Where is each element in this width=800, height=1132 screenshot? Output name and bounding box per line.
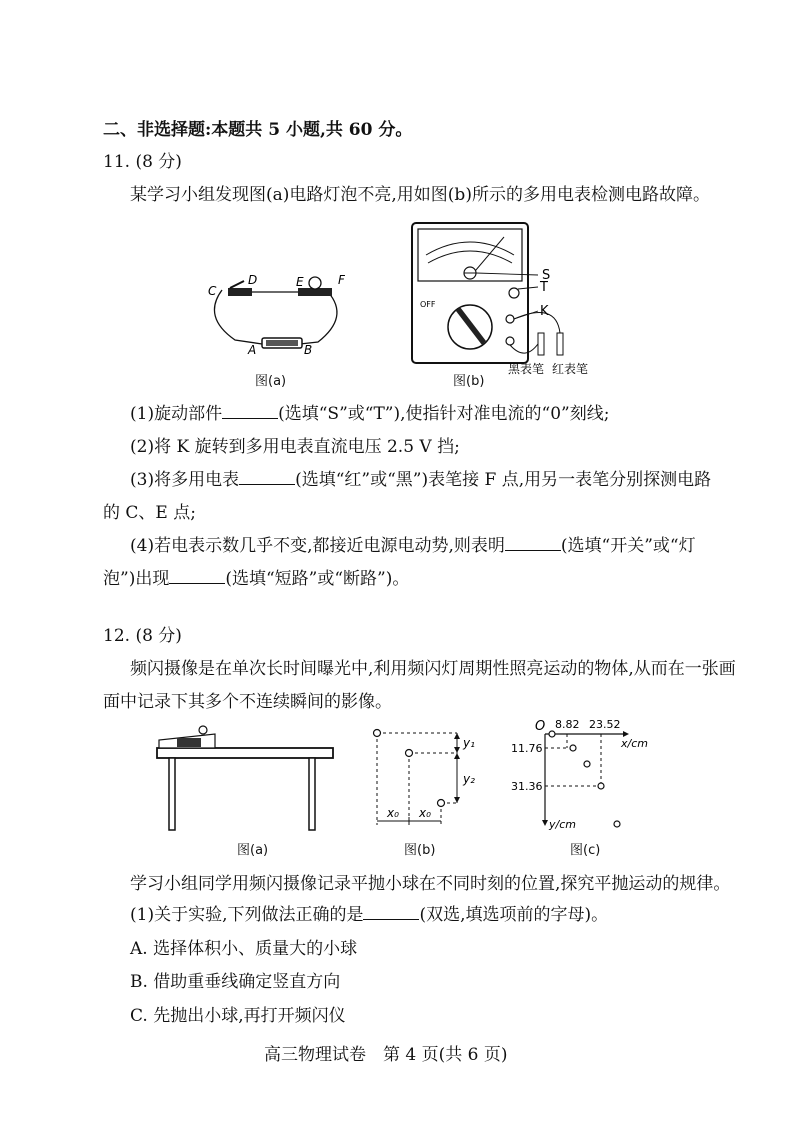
- q11-multimeter-figure: [400, 215, 600, 375]
- q12-sub-1-text-a: (1)关于实验,下列做法正确的是: [130, 905, 364, 925]
- q11-step-4-text-a: (4)若电表示数几乎不变,都接近电源电动势,则表明: [130, 536, 505, 556]
- q12-fig-a-caption: 图(a): [237, 843, 269, 858]
- page-footer: 高三物理试卷 第 4 页(共 6 页): [264, 1045, 508, 1065]
- q12-intro-2: 面中记录下其多个不连续瞬间的影像。: [103, 692, 392, 712]
- fig-c-y-tick-1: 11.76: [511, 742, 543, 755]
- q11-step-1-blank: [222, 402, 278, 419]
- meter-label-t: T: [540, 280, 548, 295]
- q11-step-1: [130, 402, 609, 426]
- fig-c-y-axis-label: y/cm: [549, 818, 576, 831]
- section-title: 二、非选择题:本题共 5 小题,共 60 分。: [103, 120, 413, 140]
- q12-sub-1-blank: [363, 903, 419, 920]
- q11-step-4-text-d: (选填“短路”或“断路”)。: [225, 569, 410, 589]
- fig-c-y-tick-2: 31.36: [511, 780, 543, 793]
- meter-black-probe-label: 黑表笔: [508, 362, 545, 376]
- circuit-label-f: F: [338, 273, 345, 287]
- fig-c-origin-label: O: [535, 719, 546, 734]
- q12-number: 12. (8 分): [103, 626, 182, 646]
- circuit-label-b: B: [304, 343, 313, 357]
- q11-intro: 某学习小组发现图(a)电路灯泡不亮,用如图(b)所示的多用电表检测电路故障。: [130, 185, 710, 205]
- q12-sub-1-text-b: (双选,填选项前的字母)。: [419, 905, 609, 925]
- circuit-label-c: C: [208, 284, 217, 298]
- q12-fig-b-diagram: [365, 725, 485, 840]
- circuit-label-d: D: [248, 273, 258, 287]
- meter-label-off: OFF: [420, 300, 436, 309]
- q12-option-c: C. 先抛出小球,再打开频闪仪: [130, 1006, 346, 1026]
- q12-para: 学习小组同学用频闪摄像记录平抛小球在不同时刻的位置,探究平抛运动的规律。: [130, 874, 731, 894]
- fig-c-x-tick-2: 23.52: [589, 718, 621, 731]
- q11-step-2: (2)将 K 旋转到多用电表直流电压 2.5 V 挡;: [130, 437, 460, 457]
- q11-step-3: [130, 468, 711, 492]
- circuit-label-a: A: [248, 343, 257, 357]
- q12-fig-c-diagram: [505, 712, 685, 832]
- q11-circuit-figure: [200, 262, 360, 362]
- q11-step-3-cont: 的 C、E 点;: [103, 503, 196, 523]
- q11-step-4-text-b: (选填“开关”或“灯: [560, 536, 696, 556]
- fig-b-label-x0-second: x₀: [419, 806, 431, 820]
- q11-step-4-blank-1: [505, 534, 561, 551]
- fig-b-label-y2: y₂: [463, 772, 475, 786]
- circuit-label-e: E: [296, 275, 304, 289]
- q12-option-a: A. 选择体积小、质量大的小球: [130, 939, 358, 959]
- q11-fig-b-caption: 图(b): [453, 374, 485, 389]
- meter-label-k: K: [540, 304, 549, 319]
- fig-c-x-tick-1: 8.82: [555, 718, 580, 731]
- meter-red-probe-label: 红表笔: [552, 362, 589, 376]
- q11-step-4-cont: [103, 567, 409, 591]
- fig-b-label-y1: y₁: [463, 736, 475, 750]
- q11-step-3-blank: [239, 468, 295, 485]
- q11-step-4-text-c: 泡”)出现: [103, 569, 170, 589]
- q12-sub-1: [130, 903, 608, 927]
- fig-b-label-x0-first: x₀: [387, 806, 399, 820]
- q11-step-3-text-a: (3)将多用电表: [130, 470, 240, 490]
- fig-c-x-axis-label: x/cm: [621, 737, 648, 750]
- q12-table-figure: [155, 720, 340, 835]
- q11-step-1-text-b: (选填“S”或“T”),使指针对准电流的“0”刻线;: [278, 404, 610, 424]
- q11-number: 11. (8 分): [103, 152, 182, 172]
- q12-intro-1: 频闪摄像是在单次长时间曝光中,利用频闪灯周期性照亮运动的物体,从而在一张画: [130, 659, 736, 679]
- q12-fig-c-caption: 图(c): [570, 843, 601, 858]
- q11-step-4-blank-2: [169, 567, 225, 584]
- q12-fig-b-caption: 图(b): [404, 843, 436, 858]
- q11-step-3-text-b: (选填“红”或“黑”)表笔接 F 点,用另一表笔分别探测电路: [295, 470, 712, 490]
- q11-step-4: [130, 534, 696, 558]
- q11-step-1-text-a: (1)旋动部件: [130, 404, 223, 424]
- q12-option-b: B. 借助重垂线确定竖直方向: [130, 972, 341, 992]
- q11-fig-a-caption: 图(a): [255, 374, 287, 389]
- meter-label-s: S: [542, 268, 551, 283]
